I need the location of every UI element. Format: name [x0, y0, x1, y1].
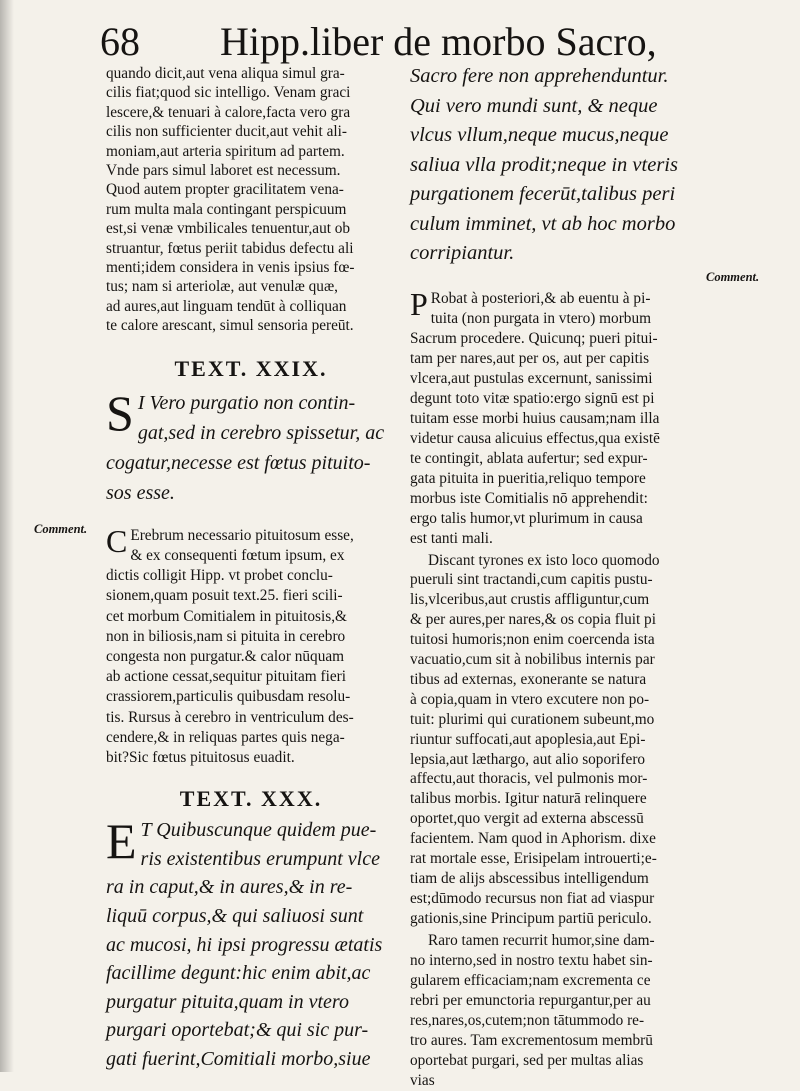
- text-line: est tanti mali.: [410, 529, 493, 547]
- text-line: Raro tamen recurrit humor,sine dam-: [428, 931, 655, 949]
- drop-cap: E: [106, 813, 137, 870]
- text-line: tam per nares,aut per os, aut per capitis: [410, 349, 650, 367]
- right-column: [410, 62, 712, 1089]
- text-line: ris existentibus erumpunt vlce: [140, 847, 380, 870]
- text-line: oportet,quo vergit ad externa abscessū: [410, 810, 644, 828]
- text-line: lepsia,aut læthargo, aut alio soporifero: [410, 750, 646, 768]
- text-line: facillime degunt:hic enim abit,ac: [106, 962, 371, 985]
- text-line: ac mucosi, hi ipsi progressu ætatis: [106, 933, 383, 956]
- text-line: tibus ad externas, exonerante se natura: [410, 670, 647, 688]
- text-line: oportebat purgari, sed per multas alias: [410, 1051, 644, 1069]
- text-line: pueruli sint tractandi,cum capitis pustu-: [410, 571, 653, 589]
- text-line: Discant tyrones ex isto loco quomodo: [428, 551, 660, 569]
- margin-note-comment-left: Comment.: [34, 522, 88, 536]
- text-line: tus; nam si arteriolæ, aut venulæ quæ,: [106, 278, 338, 296]
- text-line: saliua vlla prodit;neque in vteris: [410, 153, 678, 176]
- text-line: ergo talis humor,vt plurimum in causa: [410, 509, 643, 527]
- hippocrates-text-30: [106, 813, 396, 1073]
- text-line: struantur, fœtus periit tabidus defectu ali: [106, 239, 354, 257]
- text-line: Vnde pars simul laboret est necessum.: [106, 162, 341, 180]
- running-title: Hipp.liber de morbo Sacro,: [220, 19, 657, 64]
- hippocrates-text-30-continued: [410, 62, 712, 269]
- text-line: ab actione cessat,sequitur pituitam fieri: [106, 668, 346, 686]
- text-line: cet morbum Comitialem in pituitosis,&: [106, 607, 347, 625]
- text-line: no interno,sed in nostro textu habet sin-: [410, 951, 653, 969]
- commentary-text-29: [106, 522, 396, 768]
- text-line: degunt toto vitæ spatio:ergo signū est pi: [410, 389, 655, 407]
- text-line: culum imminet, vt ab hoc morbo: [410, 212, 676, 235]
- text-line: purgatur pituita,quam in vtero: [106, 990, 349, 1013]
- text-line: quando dicit,aut vena aliqua simul gra-: [106, 65, 345, 82]
- text-line: Sacro fere non apprehenduntur.: [410, 65, 669, 87]
- text-line: Robat à posteriori,& ab euentu à pi-: [430, 289, 651, 307]
- text-line: facientem. Nam quod in Aphorism. dixe: [410, 830, 656, 848]
- text-line: sionem,quam posuit text.25. fieri scili-: [106, 587, 343, 605]
- text-line: cendere,& in reliquas partes quis nega-: [106, 728, 345, 746]
- commentary-paragraph: [106, 64, 396, 336]
- commentary-paragraph-3: [410, 931, 712, 1091]
- text-line: morbus iste Comitialis nō apprehendit:: [410, 489, 648, 507]
- text-line: gationis,sine Principum partiū periculo.: [410, 909, 652, 927]
- text-line: tuitam esse morbi huius causam;nam illa: [410, 409, 660, 427]
- page-number: 68: [100, 19, 140, 64]
- hippocrates-text-29: [106, 384, 396, 508]
- text-line: lescere,& tenuari à calore,facta vero gra: [106, 103, 351, 121]
- text-line: I Vero purgatio non contin-: [137, 391, 356, 414]
- text-line: purgationem fecerūt,talibus peri: [410, 183, 676, 205]
- text-line: te contingit, ablata aufertur; sed expur-: [410, 449, 648, 467]
- text-line: tuit: plurimi qui curationem subeunt,mo: [410, 710, 655, 728]
- text-line: congesta non purgatur.& calor nūquam: [106, 647, 345, 665]
- text-line: & ex consequenti fœtum ipsum, ex: [130, 546, 345, 564]
- text-line: affectu,aut thoracis, vel pulmonis mor-: [410, 770, 648, 788]
- text-line: tiam de alijs abscessibus intelligendum: [410, 870, 649, 887]
- text-line: videtur causa alicuius effectus,qua existē: [410, 429, 660, 447]
- text-line: est;dūmodo recursus non fiat ad viaspur: [410, 889, 655, 907]
- text-line: vacuatio,cum sit à nobilibus internis par: [410, 651, 655, 669]
- text-line: à copia,quam in vtero excutere non po-: [410, 690, 650, 708]
- section-heading-text-29: TEXT. XXIX.: [174, 355, 328, 381]
- text-line: Erebrum necessario pituitosum esse,: [130, 526, 354, 544]
- left-column: [106, 64, 396, 1070]
- text-line: gati fuerint,Comitiali morbo,siue: [106, 1047, 371, 1070]
- text-line: cilis non sufficienter ducit,aut vehit ali-: [106, 123, 348, 141]
- text-line: vlcera,aut pustulas excernunt, sanissimi: [410, 369, 653, 387]
- text-line: Sacrum procedere. Quicunq; pueri pitui-: [410, 329, 658, 347]
- text-line: bit?Sic fœtus pituitosus euadit.: [106, 748, 295, 766]
- text-line: ra in caput,& in aures,& in re-: [106, 876, 353, 899]
- text-line: rebri per emunctoria repurgantur,per au: [410, 991, 651, 1009]
- text-line: gata pituita in pueritia,reliquo tempore: [410, 469, 646, 487]
- text-line: res,nares,os,cutem;non tātummodo re-: [410, 1011, 645, 1029]
- drop-cap: C: [106, 522, 128, 559]
- text-line: crassiorem,particulis quibusdam resolu-: [106, 688, 351, 706]
- text-line: sos esse.: [106, 481, 175, 504]
- text-line: T Quibuscunque quidem pue-: [140, 819, 377, 842]
- text-line: purgari oportebat;& qui sic pur-: [106, 1019, 369, 1042]
- drop-cap: P: [410, 285, 428, 322]
- text-line: dictis colligit Hipp. vt probet conclu-: [106, 567, 333, 585]
- text-line: tis. Rursus à cerebro in ventriculum des-: [106, 708, 354, 726]
- text-line: te calore arescant, simul sensoria pereūt.: [106, 317, 354, 335]
- page-edge-shadow: [0, 0, 14, 1072]
- margin-note-comment-right: Comment.: [706, 270, 760, 284]
- text-line: vlcus vllum,neque mucus,neque: [410, 124, 669, 146]
- text-line: cogatur,necesse est fœtus pituito-: [106, 451, 371, 474]
- text-line: tro aures. Tam excrementosum membrū: [410, 1031, 653, 1049]
- drop-cap: S: [106, 384, 134, 441]
- text-line: rum multa mala contingant perspicuum: [106, 200, 347, 218]
- text-line: lis,vlceribus,aut crustis affliguntur,cum: [410, 591, 650, 609]
- text-line: Qui vero mundi sunt, & neque: [410, 94, 658, 117]
- text-line: tuitosi humoris;non enim coercenda ista: [410, 631, 655, 649]
- text-line: tuita (non purgata in vtero) morbum: [430, 309, 651, 327]
- text-line: menti;idem considera in venis ipsius fœ-: [106, 259, 355, 277]
- text-line: talibus morbis. Igitur naturā relinquere: [410, 790, 647, 808]
- text-line: Quod autem propter gracilitatem vena-: [106, 181, 344, 199]
- text-line: liquū corpus,& qui saliuosi sunt: [106, 904, 364, 927]
- text-line: non in biliosis,nam si pituita in cerebro: [106, 627, 346, 645]
- section-heading-text-30: TEXT. XXX.: [179, 786, 323, 812]
- text-line: ad aures,aut linguam tendūt à colliquan: [106, 297, 347, 315]
- text-line: vias: [410, 1071, 435, 1089]
- commentary-paragraph-2: [410, 551, 712, 929]
- text-line: est,si venæ vmbilicales tenuentur,aut ob: [106, 220, 351, 238]
- commentary-paragraph-1: [410, 285, 712, 549]
- text-line: rat mortale esse, Erisipelam introuerti;e-: [410, 850, 657, 868]
- text-line: gat,sed in cerebro spissetur, ac: [137, 421, 385, 444]
- text-line: corripiantur.: [410, 242, 515, 264]
- text-line: riuntur suffocati,aut apoplesia,aut Epi-: [410, 730, 646, 748]
- text-line: moniam,aut arteria spiritum ad partem.: [106, 142, 345, 160]
- text-line: & per aures,per nares,& os copia fluit pi: [410, 611, 656, 629]
- text-line: gularem efficaciam;nam excrementa ce: [410, 971, 651, 989]
- text-line: cilis fiat;quod sic intelligo. Venam graci: [106, 84, 351, 102]
